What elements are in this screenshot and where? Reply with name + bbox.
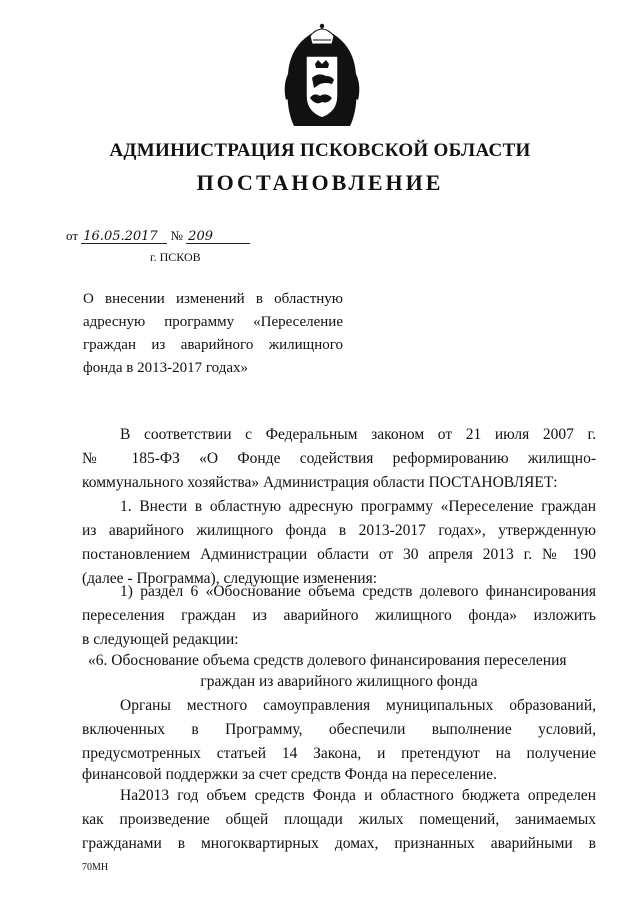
subject-line: О внесении изменений в областную: [83, 291, 343, 307]
body-line: Органы местного самоуправления муниципальных образований,: [120, 697, 596, 714]
date-prefix: от: [66, 228, 79, 243]
body-line: переселения граждан из аварийного жилищного фонда» изложить: [82, 607, 596, 624]
body-line: гражданами в многоквартирных домах, признанных аварийными в: [82, 835, 596, 852]
organization-name: АДМИНИСТРАЦИЯ ПСКОВСКОЙ ОБЛАСТИ: [109, 140, 531, 161]
document-number: 209: [186, 231, 250, 244]
body-line: постановлением Администрации области от 30 апреля 2013 г. № 190: [82, 546, 596, 563]
document-type: ПОСТАНОВЛЕНИЕ: [196, 170, 444, 195]
body-line: в следующей редакции:: [82, 631, 239, 648]
document-subject: [83, 288, 343, 380]
subject-line: граждан из аварийного жилищного: [83, 337, 343, 353]
section-heading-line: «6. Обоснование объема средств долевого финансирования переселения: [88, 652, 567, 669]
body-line: как произведение общей площади жилых помещений, занимаемых: [82, 811, 596, 828]
body-line: № 185-ФЗ «О Фонде содействия реформированию жилищно-: [82, 450, 596, 467]
section-heading-line: граждан из аварийного жилищного фонда: [200, 673, 478, 690]
body-line: включенных в Программу, обеспечили выполнение условий,: [82, 721, 596, 738]
body-line: В соответствии с Федеральным законом от 21 июля 2007 г.: [120, 426, 596, 443]
body-line: (далее - Программа), следующие изменения:: [82, 570, 378, 587]
body-line: коммунального хозяйства» Администрация области ПОСТАНОВЛЯЕТ:: [82, 474, 558, 491]
subject-line: адресную программу «Переселение: [83, 314, 343, 330]
subject-line: фонда в 2013-2017 годах»: [83, 360, 248, 376]
body-line: На2013 год объем средств Фонда и областного бюджета определен: [120, 787, 596, 804]
coat-of-arms-emblem: [282, 22, 362, 130]
date-number-line: [66, 228, 250, 244]
number-prefix: №: [170, 228, 183, 243]
body-line: 1. Внести в областную адресную программу «Переселение граждан: [120, 498, 596, 515]
city: г. ПСКОВ: [150, 250, 201, 264]
body-line: 1) раздел 6 «Обоснование объема средств долевого финансирования: [120, 583, 596, 600]
footer-code: 70МН: [82, 862, 109, 873]
body-line: финансовой поддержки за счет средств Фонда на переселение.: [82, 766, 497, 783]
body-line: из аварийного жилищного фонда в 2013-2017 годах», утвержденную: [82, 522, 596, 539]
body-line: предусмотренных статьей 14 Закона, и претендуют на получение: [82, 745, 596, 762]
document-date: 16.05.2017: [81, 231, 167, 244]
